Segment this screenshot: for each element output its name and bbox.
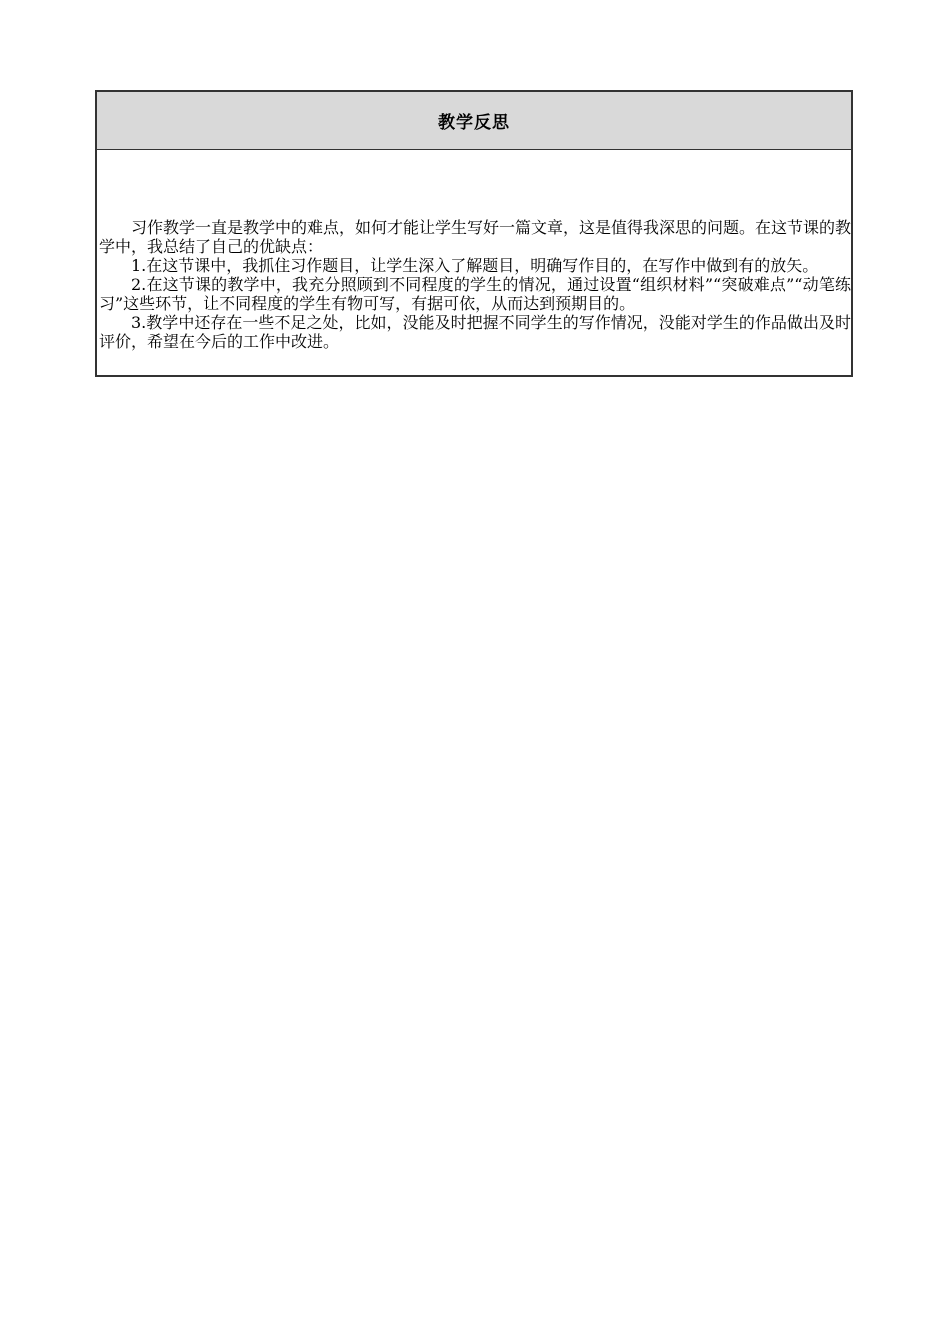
reflection-point-3: 3.教学中还存在一些不足之处，比如，没能及时把握不同学生的写作情况，没能对学生的作品做出及时评价，希望在今后的工作中改进。 — [99, 313, 851, 351]
reflection-table — [95, 90, 853, 377]
reflection-point-1: 1.在这节课中，我抓住习作题目，让学生深入了解题目，明确写作目的，在写作中做到有的放矢。 — [131, 256, 819, 275]
table-title: 教学反思 — [438, 113, 510, 133]
reflection-point-2: 2.在这节课的教学中，我充分照顾到不同程度的学生的情况，通过设置“组织材料”“突破难点”“动笔练习”这些环节，让不同程度的学生有物可写，有据可依，从而达到预期目的。 — [99, 275, 851, 313]
table-header — [97, 92, 851, 150]
reflection-intro-paragraph: 习作教学一直是教学中的难点，如何才能让学生写好一篇文章，这是值得我深思的问题。在这节课的教学中，我总结了自己的优缺点： — [99, 218, 852, 256]
table-body — [97, 150, 851, 375]
